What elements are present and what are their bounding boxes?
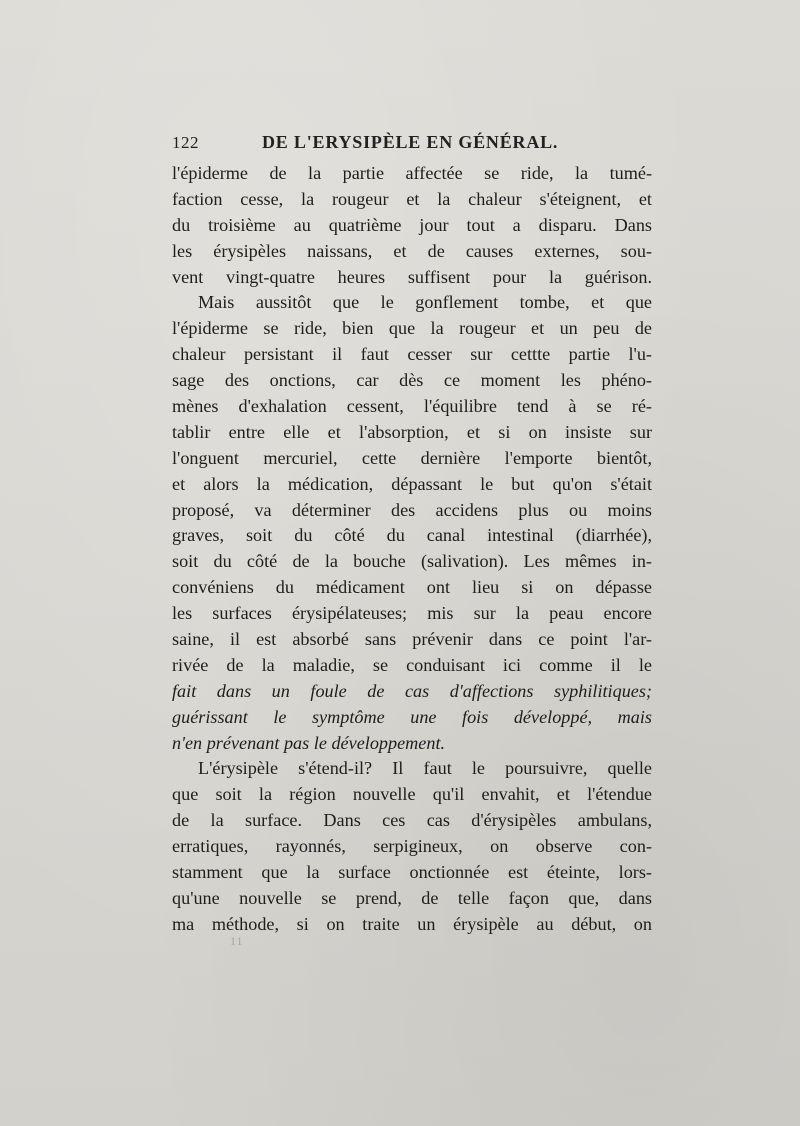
text-line-italic: n'en prévenant pas le développement. bbox=[172, 732, 446, 753]
text-line: erratiques, rayonnés, serpigineux, on observe con- bbox=[172, 836, 652, 857]
text-line: chaleur persistant il faut cesser sur cettte partie l'u- bbox=[172, 344, 652, 365]
text-line: les surfaces érysipélateuses; mis sur la peau encore bbox=[172, 603, 652, 624]
text-line: graves, soit du côté du canal intestinal (diarrhée), bbox=[172, 525, 652, 546]
page-number: 122 bbox=[172, 133, 199, 152]
text-line: convéniens du médicament ont lieu si on dépasse bbox=[172, 577, 652, 598]
text-line: l'onguent mercuriel, cette dernière l'emporte bientôt, bbox=[172, 447, 652, 468]
text-line: L'érysipèle s'étend-il? Il faut le poursuivre, quelle bbox=[198, 758, 652, 779]
text-line: et alors la médication, dépassant le but qu'on s'était bbox=[172, 473, 652, 494]
text-line: Mais aussitôt que le gonflement tombe, et que bbox=[198, 292, 652, 313]
text-line: stamment que la surface onctionnée est éteinte, lors- bbox=[172, 862, 652, 883]
signature-mark: 11 bbox=[230, 934, 244, 948]
text-line-italic: guérissant le symptôme une fois développé, mais bbox=[172, 706, 652, 727]
text-line: que soit la région nouvelle qu'il envahit, et l'étendue bbox=[172, 784, 652, 805]
text-line: proposé, va déterminer des accidens plus ou moins bbox=[172, 499, 652, 520]
text-line: l'épiderme se ride, bien que la rougeur et un peu de bbox=[172, 318, 652, 339]
running-head bbox=[172, 130, 652, 156]
text-line: de la surface. Dans ces cas d'érysipèles ambulans, bbox=[172, 810, 652, 831]
text-line: l'épiderme de la partie affectée se ride, la tumé- bbox=[172, 163, 652, 183]
text-line: vent vingt-quatre heures suffisent pour la guérison. bbox=[172, 266, 652, 287]
body-text bbox=[172, 161, 652, 938]
text-line: qu'une nouvelle se prend, de telle façon que, dans bbox=[172, 887, 652, 908]
text-line: faction cesse, la rougeur et la chaleur s'éteignent, et bbox=[172, 188, 652, 209]
running-title: DE L'ERYSIPÈLE EN GÉNÉRAL. bbox=[262, 132, 559, 152]
text-line-italic: fait dans un foule de cas d'affections syphilitiques; bbox=[172, 680, 652, 701]
text-line: mènes d'exhalation cessent, l'équilibre tend à se ré- bbox=[172, 396, 652, 417]
text-line: du troisième au quatrième jour tout a disparu. Dans bbox=[172, 214, 652, 235]
text-line: ma méthode, si on traite un érysipèle au début, on bbox=[172, 913, 652, 934]
text-line: soit du côté de la bouche (salivation). Les mêmes in- bbox=[172, 551, 652, 572]
text-line: rivée de la maladie, se conduisant ici comme il le bbox=[172, 654, 652, 675]
text-line: saine, il est absorbé sans prévenir dans ce point l'ar- bbox=[172, 629, 652, 650]
text-line: les érysipèles naissans, et de causes externes, sou- bbox=[172, 240, 652, 261]
text-line: sage des onctions, car dès ce moment les phéno- bbox=[172, 370, 652, 391]
text-line: tablir entre elle et l'absorption, et si on insiste sur bbox=[172, 421, 652, 442]
